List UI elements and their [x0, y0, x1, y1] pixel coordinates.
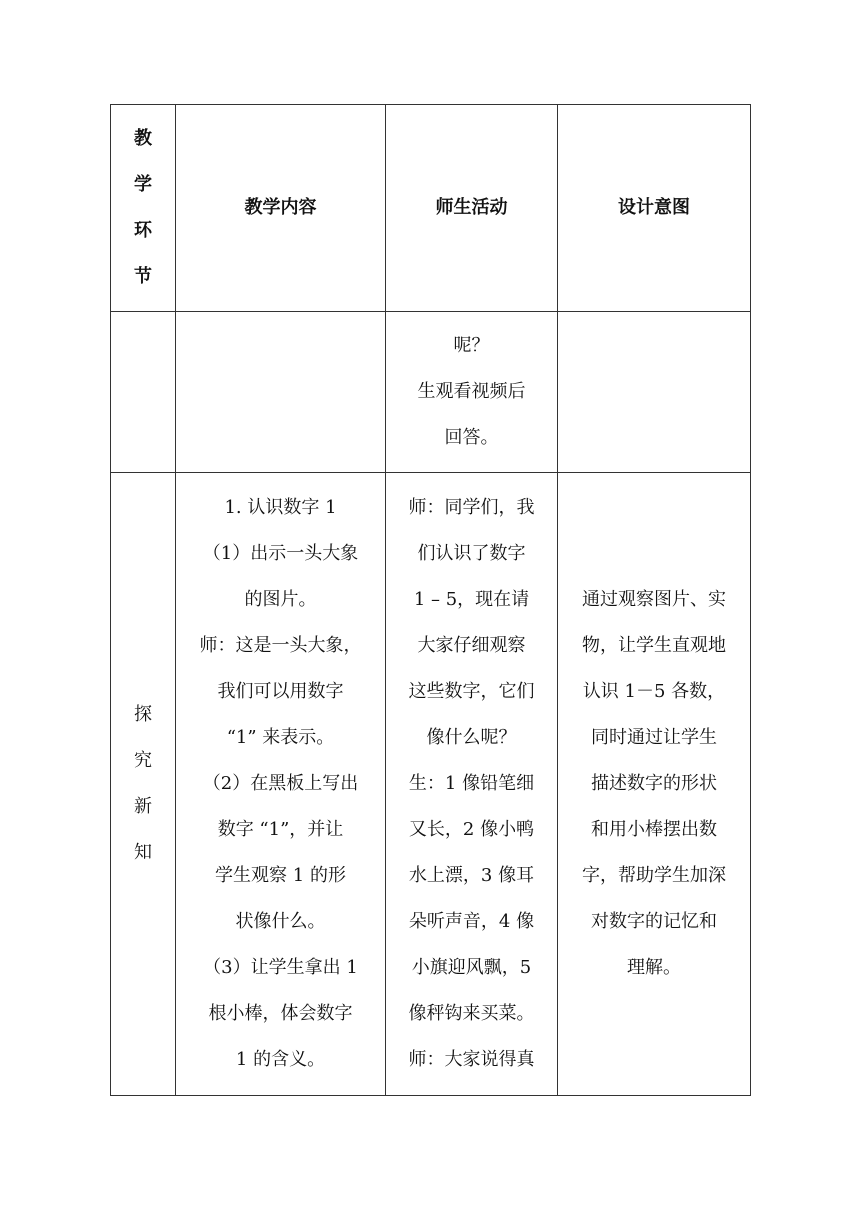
text-line: 描述数字的形状 — [591, 773, 717, 794]
explore-intent — [558, 473, 751, 1096]
stage-char: 知 — [134, 842, 152, 863]
text-line: 学生观察 1 的形 — [215, 865, 346, 886]
text-line: 的图片。 — [244, 589, 317, 610]
header-stage-char: 环 — [134, 220, 152, 241]
stage-char: 新 — [134, 796, 152, 817]
text-line: 字，帮助学生加深 — [582, 865, 726, 886]
text-line: 生观看视频后 — [417, 381, 526, 402]
text-line: 生：1 像铅笔细 — [408, 773, 535, 794]
continued-stage — [111, 312, 176, 473]
text-line: 像什么呢？ — [426, 727, 517, 748]
explore-stage — [111, 473, 176, 1096]
header-stage — [111, 105, 176, 312]
text-line: 们认识了数字 — [417, 543, 526, 564]
text-line: “1” 来表示。 — [226, 727, 335, 748]
header-content: 教学内容 — [176, 105, 386, 312]
text-line: 师：大家说得真 — [408, 1049, 535, 1070]
text-line: 像秤钩来买菜。 — [408, 1003, 535, 1024]
text-line: 状像什么。 — [235, 911, 326, 932]
text-line: 回答。 — [444, 427, 499, 448]
stage-char: 究 — [134, 750, 152, 771]
text-line: 又长，2 像小鸭 — [408, 819, 535, 840]
text-line: 通过观察图片、实 — [582, 589, 726, 610]
continued-activity — [386, 312, 558, 473]
text-line: 同时通过让学生 — [591, 727, 717, 748]
text-line: 对数字的记忆和 — [591, 911, 717, 932]
text-line: 1. 认识数字 1 — [224, 497, 337, 518]
text-line: 物，让学生直观地 — [582, 635, 726, 656]
lesson-plan-table — [110, 104, 751, 1096]
text-line: 大家仔细观察 — [417, 635, 526, 656]
text-line: 数字 “1”，并让 — [217, 819, 344, 840]
text-line: 根小棒，体会数字 — [208, 1003, 353, 1024]
header-stage-char: 教 — [134, 128, 152, 149]
text-line: 师：同学们，我 — [408, 497, 535, 518]
text-line: 认识 1－5 各数， — [582, 681, 726, 702]
text-line: 师：这是一头大象， — [199, 635, 362, 656]
continued-row — [111, 312, 751, 473]
explore-content — [176, 473, 386, 1096]
text-line: 这些数字，它们 — [408, 681, 535, 702]
header-intent: 设计意图 — [558, 105, 751, 312]
header-activity: 师生活动 — [386, 105, 558, 312]
header-stage-char: 节 — [134, 266, 152, 287]
text-line: 理解。 — [627, 957, 681, 978]
text-line: 和用小棒摆出数 — [591, 819, 717, 840]
text-line: （1）出示一头大象 — [202, 543, 359, 564]
text-line: 朵听声音，4 像 — [408, 911, 535, 932]
text-line: 水上漂，3 像耳 — [408, 865, 535, 886]
stage-char: 探 — [134, 704, 152, 725]
header-stage-char: 学 — [134, 174, 152, 195]
text-line: 我们可以用数字 — [217, 681, 344, 702]
text-line: 1 – 5，现在请 — [413, 589, 530, 610]
explore-activity — [386, 473, 558, 1096]
text-line: 小旗迎风飘，5 — [411, 957, 532, 978]
text-line: （2）在黑板上写出 — [202, 773, 359, 794]
text-line: 1 的含义。 — [235, 1049, 326, 1070]
explore-row — [111, 473, 751, 1096]
header-row — [111, 105, 751, 312]
continued-content — [176, 312, 386, 473]
continued-intent — [558, 312, 751, 473]
text-line: （3）让学生拿出 1 — [203, 957, 358, 978]
text-line: 呢？ — [453, 335, 490, 356]
